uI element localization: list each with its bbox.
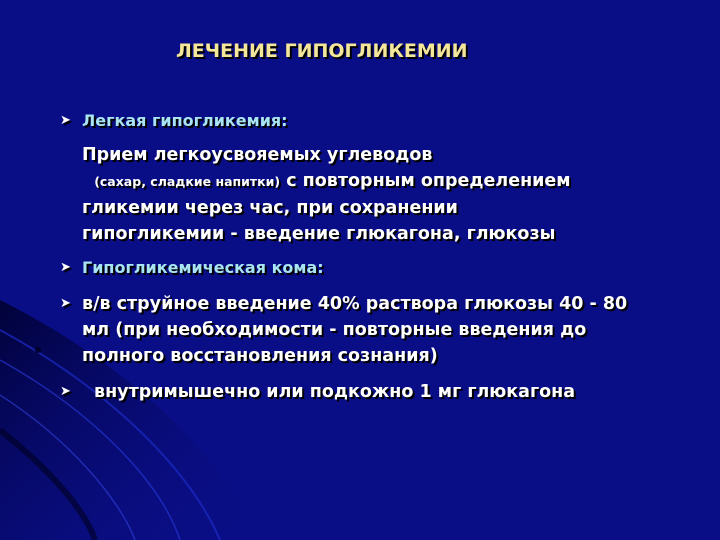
arrowhead-bullet-icon: ➤ xyxy=(60,113,71,128)
mild-line-2 xyxy=(82,168,660,195)
mild-treatment-text xyxy=(60,142,660,247)
mild-line-3: гликемии через час, при сохранении xyxy=(82,198,458,218)
mild-line-1: Прием легкоусвояемых углеводов xyxy=(82,145,433,165)
arrowhead-bullet-icon: ➤ xyxy=(60,260,71,275)
coma-heading: Гипогликемическая кома: xyxy=(82,258,324,277)
mild-note: (сахар, сладкие напитки) xyxy=(94,174,281,189)
bullet-im-glucagon xyxy=(60,379,660,405)
bullet-iv-glucose xyxy=(60,291,660,369)
slide-title: ЛЕЧЕНИЕ ГИПОГЛИКЕМИИ xyxy=(176,40,468,62)
slide-content xyxy=(60,108,660,405)
bullet-mild-hypoglycemia xyxy=(60,108,660,134)
mild-line-2-rest: с повторным определением xyxy=(280,171,571,191)
bullet-hypoglycemic-coma xyxy=(60,255,660,281)
arrowhead-bullet-icon: ➤ xyxy=(60,384,71,399)
iv-glucose-text: в/в струйное введение 40% раствора глюкозы 40 - 80 мл (при необходимости - повторные введения до полного восстановления сознания) xyxy=(82,294,628,366)
im-glucagon-text: внутримышечно или подкожно 1 мг глюкагона xyxy=(94,382,576,402)
arrowhead-bullet-icon: ➤ xyxy=(60,296,71,311)
mild-hypoglycemia-heading: Легкая гипогликемия: xyxy=(82,111,288,130)
mild-line-4: гипогликемии - введение глюкагона, глюкозы xyxy=(82,224,556,244)
